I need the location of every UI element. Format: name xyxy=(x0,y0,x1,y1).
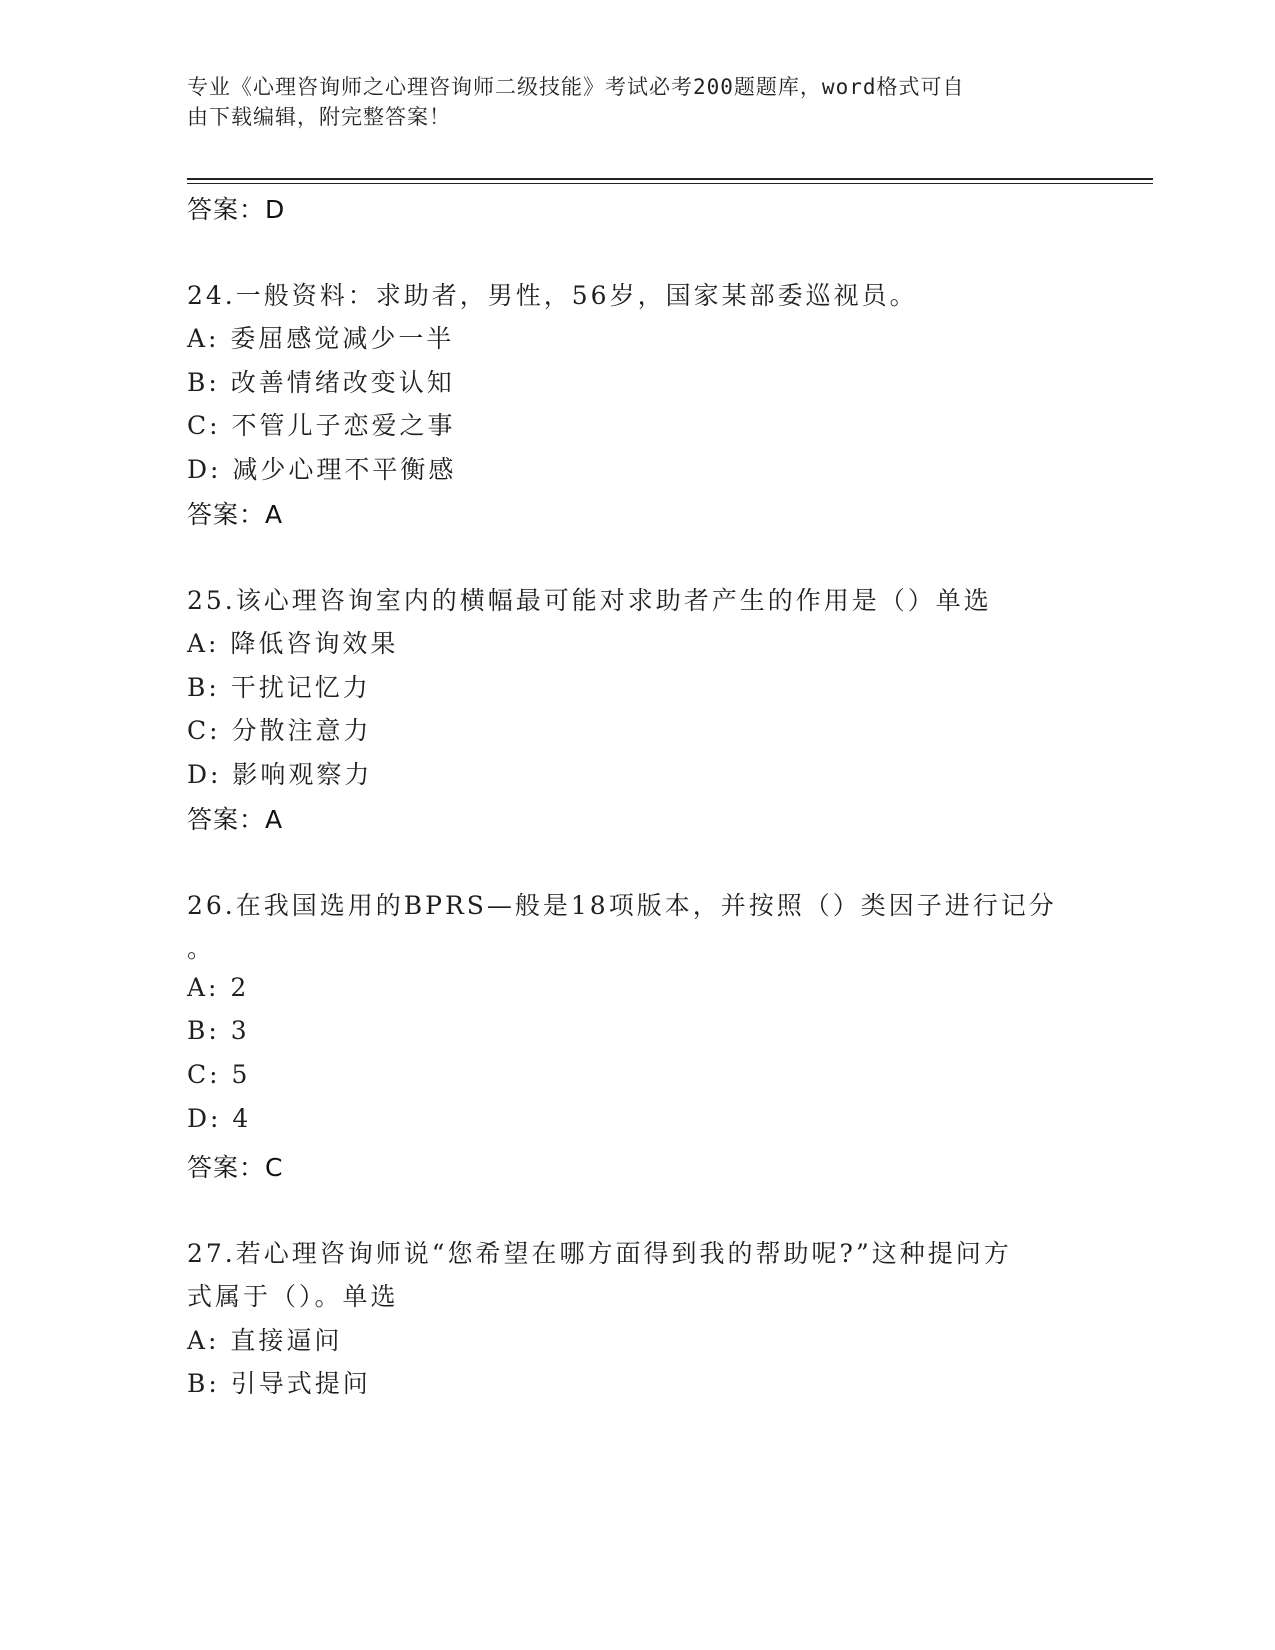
question-26-option-c: C: 5 xyxy=(187,1060,251,1089)
question-26-answer: 答案：C xyxy=(187,1153,284,1182)
question-27-stem-continued: 式属于（）。单选 xyxy=(187,1282,399,1311)
question-26-option-d: D: 4 xyxy=(187,1104,252,1133)
question-24-option-c: C: 不管儿子恋爱之事 xyxy=(187,411,456,440)
question-25-answer: 答案：A xyxy=(187,805,284,834)
question-26-option-a: A: 2 xyxy=(187,973,250,1002)
header-divider-thick xyxy=(187,178,1153,180)
question-25-option-b: B: 干扰记忆力 xyxy=(187,673,371,702)
question-24-option-b: B: 改善情绪改变认知 xyxy=(187,368,455,397)
question-25-stem: 25.该心理咨询室内的横幅最可能对求助者产生的作用是（）单选 xyxy=(187,586,992,615)
question-25-option-d: D: 影响观察力 xyxy=(187,760,373,789)
question-26-stem: 26.在我国选用的BPRS—般是18项版本，并按照（）类因子进行记分 xyxy=(187,891,1057,920)
question-24-stem: 24.一般资料：求助者，男性，56岁，国家某部委巡视员。 xyxy=(187,281,918,310)
question-27-stem: 27.若心理咨询师说“您希望在哪方面得到我的帮助呢?”这种提问方 xyxy=(187,1239,1012,1268)
previous-answer: 答案：D xyxy=(187,195,286,224)
header-divider-thin xyxy=(187,183,1153,184)
header-line-1: 专业《心理咨询师之心理咨询师二级技能》考试必考200题题库，word格式可自 xyxy=(187,75,965,99)
question-26-option-b: B: 3 xyxy=(187,1016,250,1045)
document-header xyxy=(187,72,1067,132)
question-24-option-a: A: 委屈感觉减少一半 xyxy=(187,324,455,353)
header-line-2: 由下载编辑，附完整答案！ xyxy=(187,105,451,129)
question-27-option-b: B: 引导式提问 xyxy=(187,1369,371,1398)
question-27-option-a: A: 直接逼问 xyxy=(187,1326,343,1355)
question-25-option-a: A: 降低咨询效果 xyxy=(187,629,399,658)
question-25-option-c: C: 分散注意力 xyxy=(187,716,372,745)
question-24-answer: 答案：A xyxy=(187,500,284,529)
question-24-option-d: D: 减少心理不平衡感 xyxy=(187,455,457,484)
question-26-stem-continued: 。 xyxy=(187,934,216,963)
